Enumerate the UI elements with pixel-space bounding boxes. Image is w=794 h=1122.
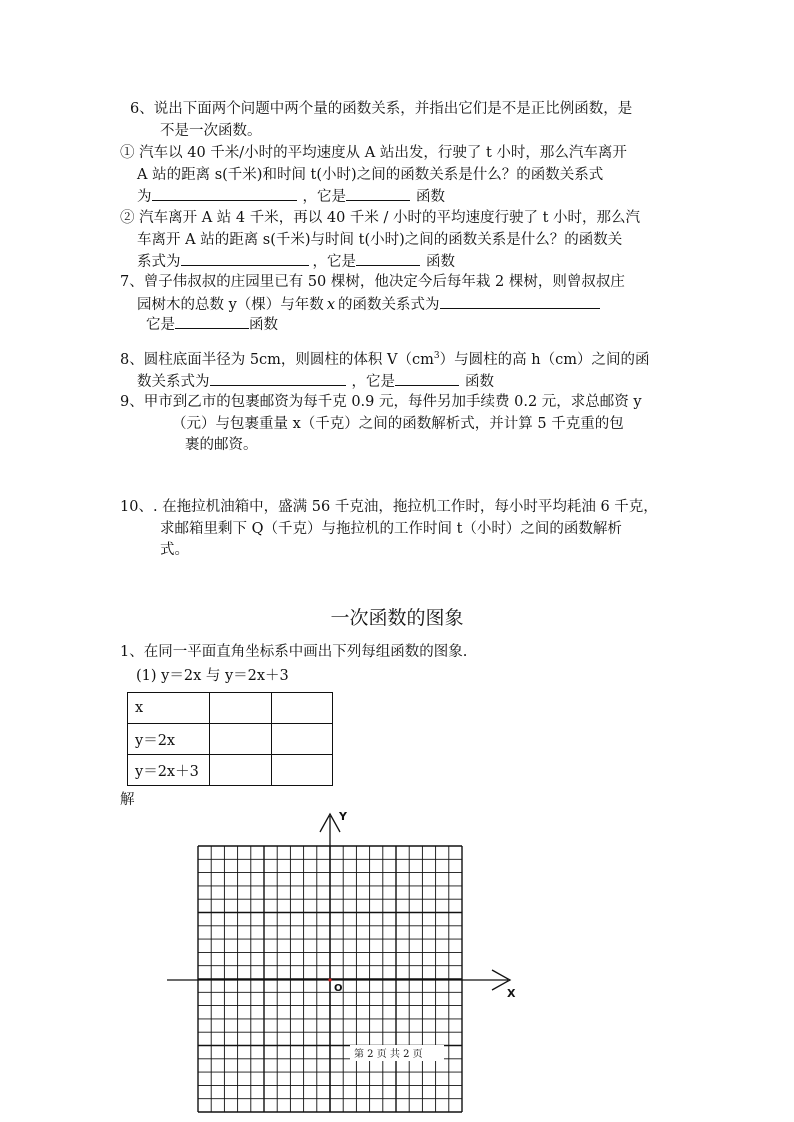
q6-part2-line2: 车离开 A 站的距离 s(千米)与时间 t(小时)之间的函数关系是什么？的函数关 (137, 232, 623, 248)
page-footer: 第 2 页 共 2 页 (354, 1049, 423, 1060)
q8-blank-type[interactable] (395, 371, 459, 386)
table-row-header: x (128, 693, 210, 724)
table-row (128, 755, 333, 786)
table-cell-blank[interactable] (210, 693, 272, 724)
q9-line3: 裹的邮资。 (185, 437, 258, 453)
q7-blank-formula[interactable] (440, 294, 600, 309)
q6-part1-line3 (137, 186, 445, 207)
coordinate-grid[interactable] (0, 800, 794, 1122)
q8-line2-prefix: 数关系式为 (137, 374, 210, 390)
q6-part2-prefix: 系式为 (137, 254, 181, 270)
q7-line2 (137, 294, 600, 315)
q7-line1: 7、曾子伟叔叔的庄园里已有 50 棵树，他决定今后每年栽 2 棵树，则曾叔叔庄 (120, 274, 625, 290)
q8-blank-formula[interactable] (210, 371, 346, 386)
q6-part1-blank-formula[interactable] (152, 186, 297, 201)
q10-line1: 10、. 在拖拉机油箱中，盛满 56 千克油，拖拉机工作时，每小时平均耗油 6 千克， (120, 499, 658, 515)
q7-variable-x: x (326, 297, 335, 313)
q6-part2-middle: ，它是 (312, 254, 356, 270)
q6-part1-middle: ，它是 (302, 189, 346, 205)
q8-line2-middle: ，它是 (351, 374, 395, 390)
origin-label: O (334, 983, 343, 994)
table-row (128, 693, 333, 724)
q9-line2: （元）与包裹重量 x（千克）之间的函数解析式，并计算 5 千克重的包 (172, 416, 624, 432)
table-cell-blank[interactable] (210, 724, 272, 755)
value-table (127, 692, 333, 786)
q6-part2-blank-type[interactable] (356, 251, 420, 266)
q7-line2-text: 园树木的总数 y（棵）与年数 (137, 297, 324, 313)
q6-part1-blank-type[interactable] (346, 186, 410, 201)
solution-label: 解 (120, 792, 135, 808)
y-axis-label: Y (339, 810, 347, 823)
q6-part1-line2: A 站的距离 s(千米)和时间 t(小时)之间的函数关系是什么？的函数关系式 (137, 167, 604, 183)
q7-blank-type[interactable] (175, 314, 249, 329)
q8-line2 (137, 371, 494, 392)
q6-part2-line1: ② 汽车离开 A 站 4 千米，再以 40 千米 / 小时的平均速度行驶了 t 小时，那么汽 (120, 210, 641, 226)
table-cell-blank[interactable] (272, 755, 333, 786)
q7-line3 (146, 314, 278, 335)
x-axis-label: X (507, 987, 516, 1000)
q8-line1 (120, 350, 649, 370)
q9-line1: 9、甲市到乙市的包裹邮资为每千克 0.9 元，每件另加手续费 0.2 元，求总邮资 y (120, 394, 642, 410)
q6-part2-line3 (137, 251, 455, 272)
q6-part1-prefix: 为 (137, 189, 152, 205)
q8-line1-text: 8、圆柱底面半径为 5cm，则圆柱的体积 V（cm (120, 352, 434, 368)
q10-line3: 式。 (160, 542, 189, 558)
q8-superscript: 3 (433, 351, 440, 362)
q8-line2-suffix: 函数 (465, 374, 494, 390)
origin-dot (328, 978, 331, 981)
exercise1-stem: 1、在同一平面直角坐标系中画出下列每组函数的图象. (120, 644, 468, 660)
table-cell-blank[interactable] (210, 755, 272, 786)
table-row (128, 724, 333, 755)
table-row-header: y＝2x (128, 724, 210, 755)
q6-part1-suffix: 函数 (416, 189, 445, 205)
q7-line2-text-b: 的函数关系式为 (338, 297, 440, 313)
q8-line1-text-b: ）与圆柱的高 h（cm）之间的函 (439, 352, 650, 368)
section-title: 一次函数的图象 (330, 607, 464, 629)
q6-part1-line1: ① 汽车以 40 千米/小时的平均速度从 A 站出发，行驶了 t 小时，那么汽车离开 (120, 145, 627, 161)
q7-line3-suffix: 函数 (249, 317, 278, 333)
table-cell-blank[interactable] (272, 693, 333, 724)
q6-stem-line2: 不是一次函数。 (160, 123, 262, 139)
table-cell-blank[interactable] (272, 724, 333, 755)
q6-stem-line1: 6、说出下面两个问题中两个量的函数关系，并指出它们是不是正比例函数，是 (130, 101, 633, 117)
q7-line3-prefix: 它是 (146, 317, 175, 333)
y-axis (320, 814, 340, 1112)
q10-line2: 求邮箱里剩下 Q（千克）与拖拉机的工作时间 t（小时）之间的函数解析 (160, 521, 622, 537)
exercise1-subproblem: (1) y＝2x 与 y＝2x＋3 (136, 668, 289, 684)
table-row-header: y＝2x＋3 (128, 755, 210, 786)
q6-part2-blank-formula[interactable] (181, 251, 309, 266)
q6-part2-suffix: 函数 (426, 254, 455, 270)
